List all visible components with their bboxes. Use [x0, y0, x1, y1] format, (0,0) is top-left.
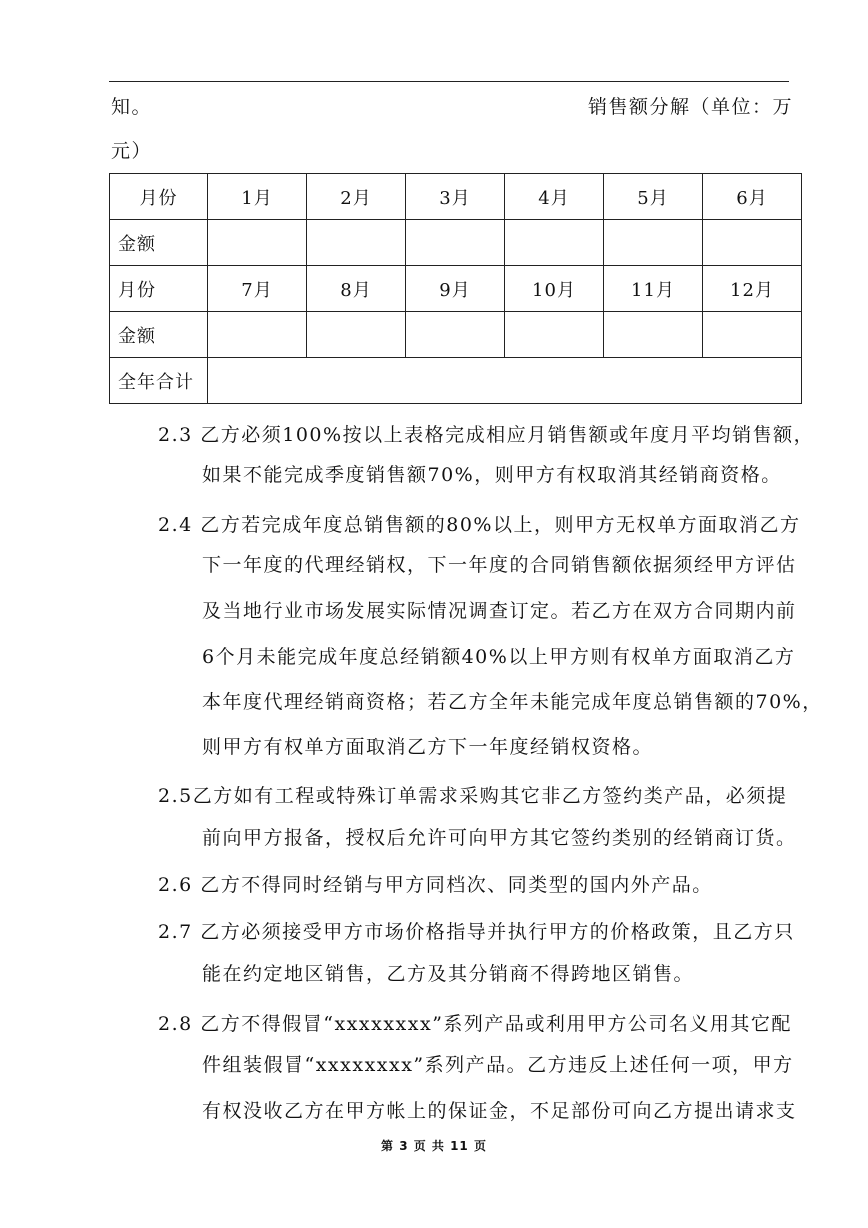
- total-value-cell: [208, 358, 802, 404]
- amount-cell: [208, 312, 307, 358]
- month-cell: 1月: [208, 174, 307, 220]
- month-cell: 12月: [703, 266, 802, 312]
- amount-cell: [406, 220, 505, 266]
- clause-2-7-line-1: 2.7 乙方必须接受甲方市场价格指导并执行甲方的价格政策，且乙方只: [158, 921, 795, 943]
- clause-2-4-line-1: 2.4 乙方若完成年度总销售额的80%以上，则甲方无权单方面取消乙方: [158, 514, 801, 536]
- amount-cell: [406, 312, 505, 358]
- month-cell: 3月: [406, 174, 505, 220]
- clause-2-6-line-1: 2.6 乙方不得同时经销与甲方同档次、同类型的国内外产品。: [158, 874, 713, 896]
- amount-cell: [208, 220, 307, 266]
- amount-cell: [604, 220, 703, 266]
- clause-2-4-line-3: 及当地行业市场发展实际情况调查订定。若乙方在双方合同期内前: [202, 600, 797, 622]
- clause-2-8-line-1: 2.8 乙方不得假冒“xxxxxxxx”系列产品或利用甲方公司名义用其它配: [158, 1013, 792, 1035]
- amount-cell: [505, 220, 604, 266]
- clause-2-3-line-1: 2.3 乙方必须100%按以上表格完成相应月销售额或年度月平均销售额，: [158, 424, 815, 446]
- table-row: [110, 358, 802, 404]
- clause-2-7-line-2: 能在约定地区销售，乙方及其分销商不得跨地区销售。: [202, 963, 695, 985]
- table-row: [110, 266, 802, 312]
- clause-2-8-line-3: 有权没收乙方在甲方帐上的保证金，不足部份可向乙方提出请求支: [202, 1100, 797, 1122]
- amount-cell: [307, 312, 406, 358]
- amount-cell: [307, 220, 406, 266]
- amount-label-cell: 金额: [110, 312, 208, 358]
- clause-2-4-line-5: 本年度代理经销商资格；若乙方全年未能完成年度总销售额的70%，: [202, 691, 823, 713]
- amount-cell: [703, 220, 802, 266]
- amount-cell: [703, 312, 802, 358]
- month-cell: 8月: [307, 266, 406, 312]
- month-label-cell: 月份: [110, 174, 208, 220]
- month-cell: 7月: [208, 266, 307, 312]
- month-cell: 9月: [406, 266, 505, 312]
- table-row: [110, 220, 802, 266]
- table-caption: 销售额分解（单位：万: [588, 96, 794, 118]
- clause-2-3-line-2: 如果不能完成季度销售额70%，则甲方有权取消其经销商资格。: [202, 464, 782, 486]
- clause-2-5-line-2: 前向甲方报备，授权后允许可向甲方其它签约类别的经销商订货。: [202, 827, 797, 849]
- month-label-cell: 月份: [110, 266, 208, 312]
- clause-2-4-line-4: 6个月未能完成年度总经销额40%以上甲方则有权单方面取消乙方: [202, 646, 796, 668]
- clause-2-5-line-1: 2.5乙方如有工程或特殊订单需求采购其它非乙方签约类产品，必须提: [158, 785, 788, 807]
- table-caption-wrap: 元）: [111, 140, 153, 162]
- month-cell: 6月: [703, 174, 802, 220]
- month-cell: 4月: [505, 174, 604, 220]
- table-row: [110, 312, 802, 358]
- table-row: [110, 174, 802, 220]
- clause-2-4-line-2: 下一年度的代理经销权，下一年度的合同销售额依据须经甲方评估: [202, 554, 797, 576]
- month-cell: 2月: [307, 174, 406, 220]
- amount-cell: [604, 312, 703, 358]
- header-rule: [109, 81, 789, 82]
- amount-cell: [505, 312, 604, 358]
- total-label-cell: 全年合计: [110, 358, 208, 404]
- clause-2-8-line-2: 件组装假冒“xxxxxxxx”系列产品。乙方违反上述任何一项，甲方: [202, 1054, 794, 1076]
- month-cell: 11月: [604, 266, 703, 312]
- clause-2-4-line-6: 则甲方有权单方面取消乙方下一年度经销权资格。: [202, 736, 654, 758]
- amount-label-cell: 金额: [110, 220, 208, 266]
- sales-breakdown-table: [109, 173, 802, 404]
- carryover-text: 知。: [111, 96, 153, 118]
- month-cell: 10月: [505, 266, 604, 312]
- month-cell: 5月: [604, 174, 703, 220]
- page-number: 第 3 页 共 11 页: [381, 1139, 487, 1153]
